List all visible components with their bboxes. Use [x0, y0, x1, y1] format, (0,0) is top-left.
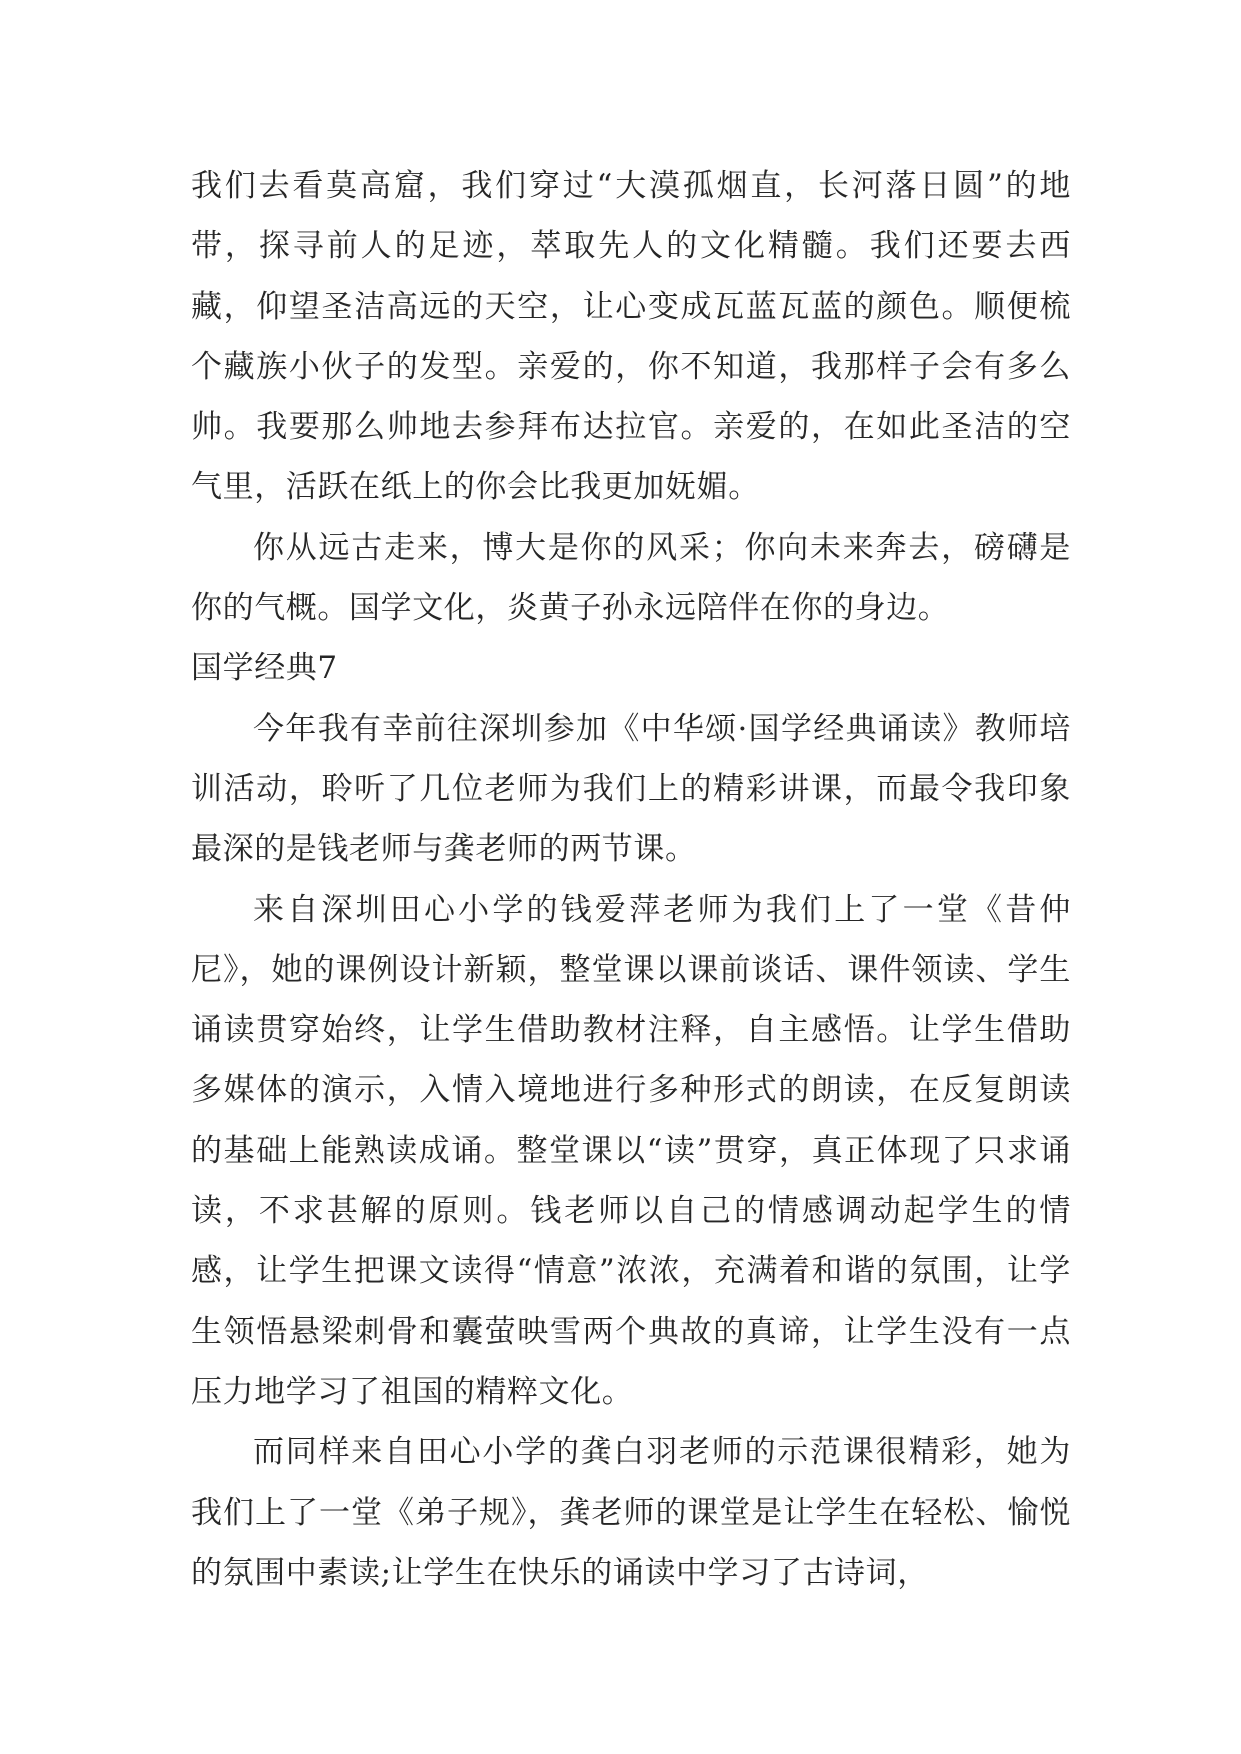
- document-body: [191, 156, 1071, 1603]
- paragraph-shenzhen-training: 今年我有幸前往深圳参加《中华颂·国学经典诵读》教师培训活动，聆听了几位老师为我们上的精彩讲课，而最令我印象最深的是钱老师与龚老师的两节课。: [191, 710, 1071, 868]
- paragraph-guoxue-culture: 你从远古走来，博大是你的风采；你向未来奔去，磅礴是你的气概。国学文化，炎黄子孙永远陪伴在你的身边。: [191, 529, 1071, 627]
- paragraph-gong-teacher: 而同样来自田心小学的龚白羽老师的示范课很精彩，她为我们上了一堂《弟子规》，龚老师的课堂是让学生在轻松、愉悦的氛围中素读;让学生在快乐的诵读中学习了古诗词，: [191, 1434, 1071, 1591]
- paragraph-dunhuang-tibet: 我们去看莫高窟，我们穿过“大漠孤烟直，长河落日圆”的地带，探寻前人的足迹，萃取先人的文化精髓。我们还要去西藏，仰望圣洁高远的天空，让心变成瓦蓝瓦蓝的颜色。顺便梳个藏族小伙子的发型。亲爱的，你不知道，我那样子会有多么帅。我要那么帅地去参拜布达拉官。亲爱的，在如此圣洁的空气里，活跃在纸上的你会比我更加妩媚。: [191, 168, 1071, 506]
- paragraph-qian-teacher: 来自深圳田心小学的钱爱萍老师为我们上了一堂《昔仲尼》，她的课例设计新颖，整堂课以课前谈话、课件领读、学生诵读贯穿始终，让学生借助教材注释，自主感悟。让学生借助多媒体的演示，入情入境地进行多种形式的朗读，在反复朗读的基础上能熟读成诵。整堂课以“读”贯穿，真正体现了只求诵读，不求甚解的原则。钱老师以自己的情感调动起学生的情感，让学生把课文读得“情意”浓浓，充满着和谐的氛围，让学生领悟悬梁刺骨和囊萤映雪两个典故的真谛，让学生没有一点压力地学习了祖国的精粹文化。: [191, 891, 1071, 1410]
- section-heading: 国学经典7: [191, 650, 338, 687]
